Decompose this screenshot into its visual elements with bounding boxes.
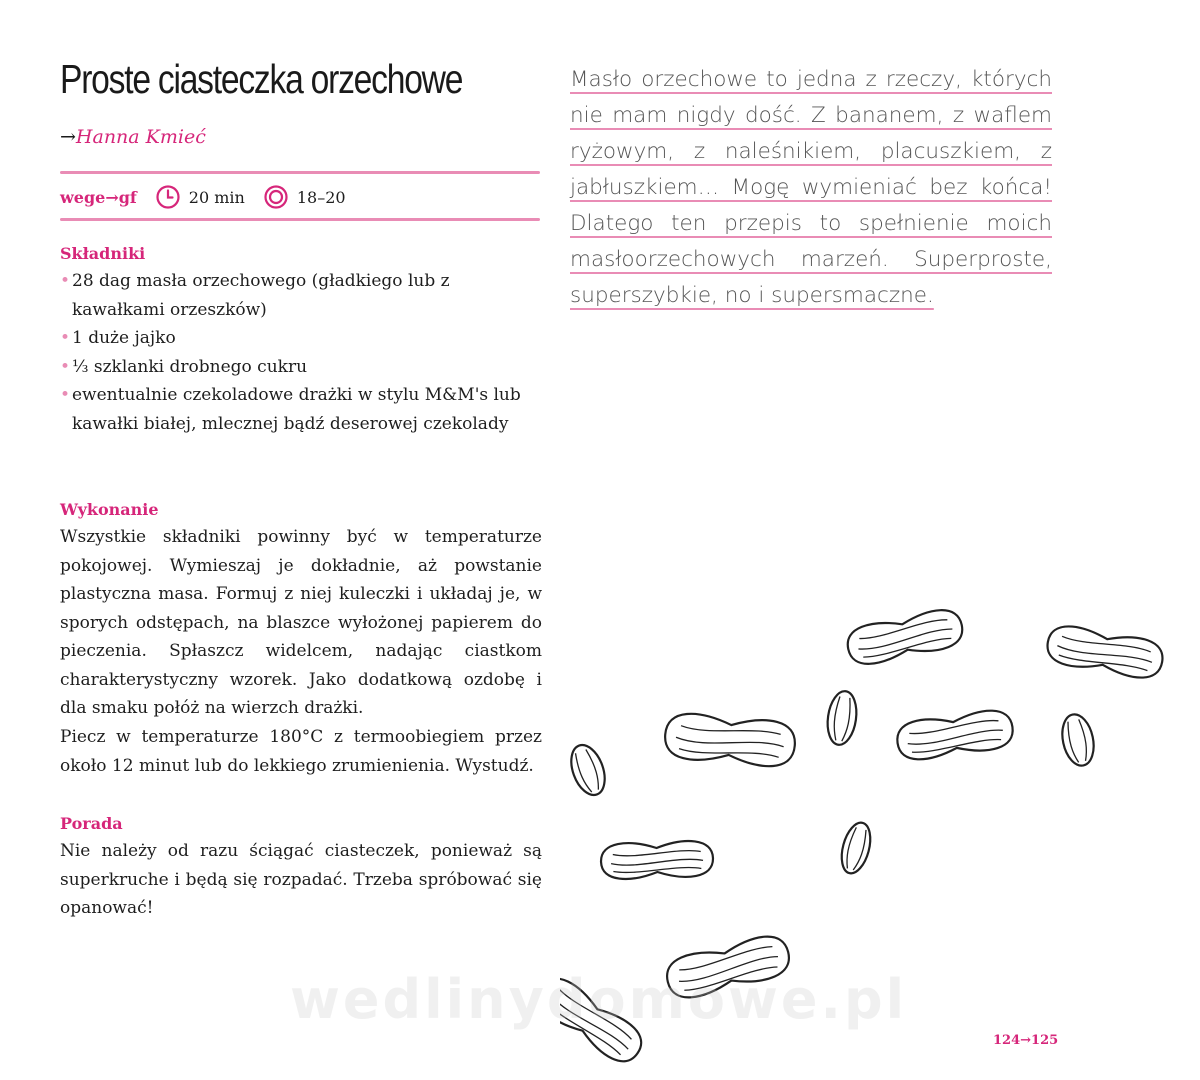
list-item: • ⅓ szklanki drobnego cukru [60, 353, 530, 382]
peanut-kernel-icon [565, 740, 611, 799]
peanut-shell-icon [600, 840, 713, 880]
peanut-kernel-icon [1058, 711, 1098, 768]
method-text-2: Piecz w temperaturze 180°C z termoobiegiem przez około 12 minut lub do lekkiego zrumienienia. Wystudź. [60, 727, 542, 776]
tip-text: Nie należy od razu ściągać ciasteczek, ponieważ są superkruche i będą się rozpadać. Trzeba spróbować się opanować! [60, 841, 542, 918]
intro-text: Masło orzechowe to jedna z rzeczy, których nie mam nigdy dość. Z bananem, z waflem ryżowym, z naleśnikiem, placuszkiem, z jabłuszkiem… Mogę wymieniać bez końca! Dlatego ten przepis to spełnienie moich masłoorzechowych marzeń. Superproste, superszybkie, no i supersmaczne. [570, 67, 1052, 308]
watermark: wedlinydomowe.pl [290, 968, 908, 1031]
list-item: • 28 dag masła orzechowego (gładkiego lub z kawałkami orzeszków) [60, 267, 530, 324]
peanut-shell-icon [895, 708, 1015, 763]
recipe-meta [60, 184, 364, 210]
cookie-target-icon [263, 184, 289, 210]
meta-bottom-rule [60, 218, 540, 221]
peanut-shell-icon [1044, 623, 1165, 682]
peanut-kernel-icon [824, 689, 859, 746]
intro-quote [570, 62, 1052, 314]
meta-top-rule [60, 171, 540, 174]
servings-value: 18–20 [296, 187, 346, 207]
page-numbers: 124→125 [993, 1033, 1059, 1048]
peanut-kernel-icon [837, 820, 876, 877]
author-name: Hanna Kmieć [75, 126, 206, 148]
recipe-title: Proste ciasteczka orzechowe [60, 56, 463, 102]
diet-label: wege→gf [60, 187, 137, 207]
method-text: Wszystkie składniki powinny być w temperaturze pokojowej. Wymieszaj je dokładnie, aż powstanie plastyczna masa. Formuj z niej kuleczki i układaj je, w sporych odstępach, na blaszce wyłożonej papierem do pieczenia. Spłaszcz widelcem, nadając ciastkom charakterystyczny wzorek. Jako dodatkową ozdobę i dla smaku połóż na wierzch drażki. [60, 527, 542, 718]
peanut-shell-icon [663, 712, 796, 769]
peanut-shell-icon [844, 606, 966, 668]
ingredients-heading: Składniki [60, 244, 146, 263]
list-item: • 1 duże jajko [60, 324, 530, 353]
list-item: • ewentualnie czekoladowe drażki w stylu M&M's lub kawałki białej, mlecznej bądź deserowej czekolady [60, 381, 530, 438]
method-heading: Wykonanie [60, 500, 159, 519]
author-line [60, 126, 206, 148]
clock-icon [155, 184, 181, 210]
author-arrow: → [60, 126, 76, 148]
ingredients-list [60, 267, 530, 438]
time-value: 20 min [188, 187, 245, 207]
tip-heading: Porada [60, 814, 123, 833]
